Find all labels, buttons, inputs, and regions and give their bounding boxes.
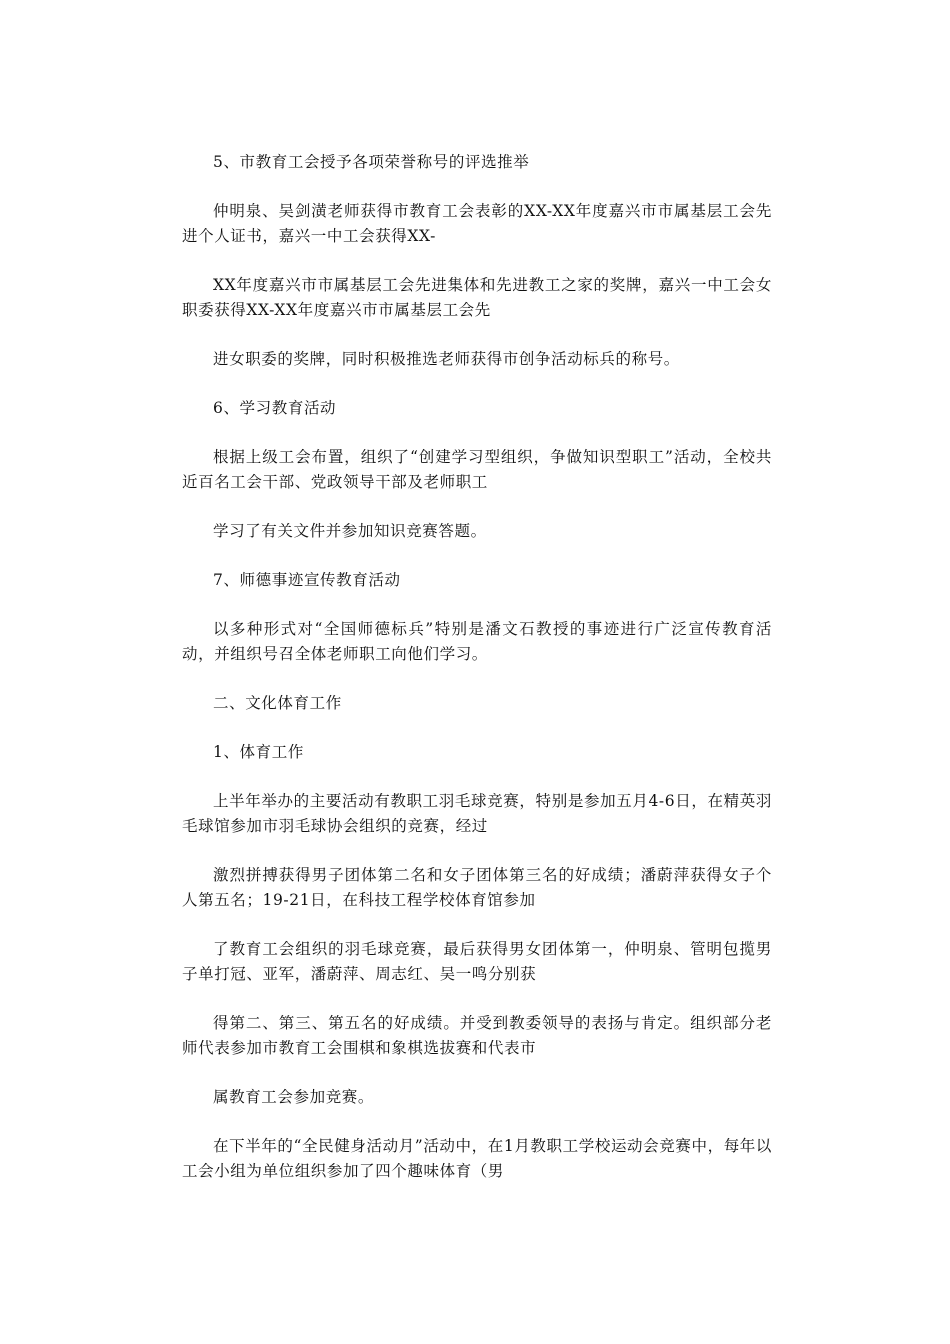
paragraph: 在下半年的“全民健身活动月”活动中，在1月教职工学校运动会竞赛中，每年以工会小组为单位组织参加了四个趣味体育（男 bbox=[182, 1137, 772, 1180]
paragraph: 激烈拼搏获得男子团体第二名和女子团体第三名的好成绩；潘蔚萍获得女子个人第五名；19-21日，在科技工程学校体育馆参加 bbox=[182, 866, 772, 909]
paragraph: 以多种形式对“全国师德标兵”特别是潘文石教授的事迹进行广泛宣传教育活动，并组织号召全体老师职工向他们学习。 bbox=[182, 620, 772, 663]
paragraph: XX年度嘉兴市市属基层工会先进集体和先进教工之家的奖牌，嘉兴一中工会女职委获得XX-XX年度嘉兴市市属基层工会先 bbox=[182, 276, 772, 319]
paragraph: 属教育工会参加竞赛。 bbox=[213, 1088, 375, 1106]
section-heading-culture-sports: 二、文化体育工作 bbox=[213, 694, 342, 712]
paragraph: 得第二、第三、第五名的好成绩。并受到教委领导的表扬与肯定。组织部分老师代表参加市教育工会围棋和象棋选拔赛和代表市 bbox=[182, 1014, 772, 1057]
paragraph: 进女职委的奖牌，同时积极推选老师获得市创争活动标兵的称号。 bbox=[213, 350, 680, 368]
document-body bbox=[182, 150, 772, 1208]
paragraph: 上半年举办的主要活动有教职工羽毛球竞赛，特别是参加五月4-6日，在精英羽毛球馆参加市羽毛球协会组织的竞赛，经过 bbox=[182, 792, 772, 835]
paragraph: 了教育工会组织的羽毛球竞赛，最后获得男女团体第一，仲明泉、管明包揽男子单打冠、亚军，潘蔚萍、周志红、吴一鸣分别获 bbox=[182, 940, 772, 983]
section-heading-honor-selection: 5、市教育工会授予各项荣誉称号的评选推举 bbox=[213, 153, 530, 171]
section-heading-teacher-ethics: 7、师德事迹宣传教育活动 bbox=[213, 571, 401, 589]
section-heading-sports-work: 1、体育工作 bbox=[213, 743, 304, 761]
paragraph: 学习了有关文件并参加知识竞赛答题。 bbox=[213, 522, 487, 540]
section-heading-study-education: 6、学习教育活动 bbox=[213, 399, 337, 417]
paragraph: 仲明泉、吴剑潢老师获得市教育工会表彰的XX-XX年度嘉兴市市属基层工会先进个人证书，嘉兴一中工会获得XX- bbox=[182, 202, 772, 245]
paragraph: 根据上级工会布置，组织了“创建学习型组织，争做知识型职工”活动，全校共近百名工会干部、党政领导干部及老师职工 bbox=[182, 448, 772, 491]
